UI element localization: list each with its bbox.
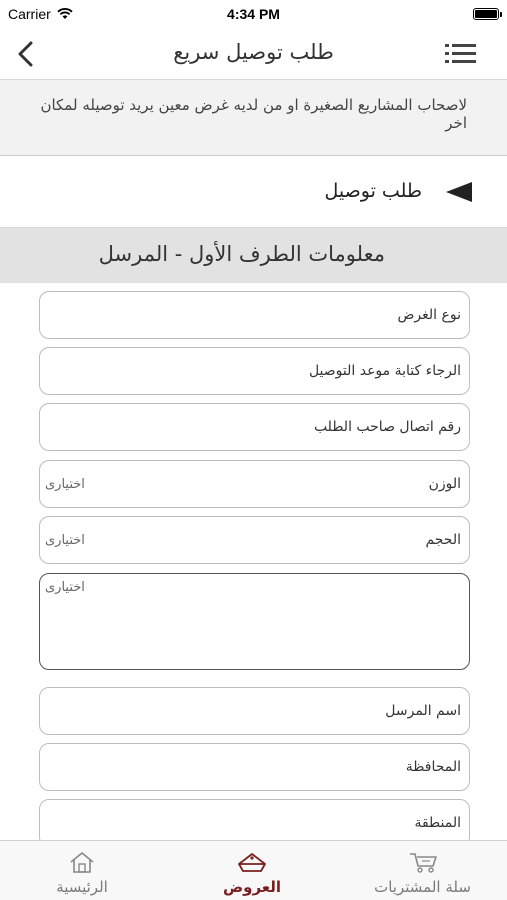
delivery-time-field[interactable] — [39, 347, 470, 395]
info-banner — [0, 80, 507, 156]
sender-name-field[interactable] — [39, 687, 470, 735]
section-header — [0, 228, 507, 283]
carrier-name: Carrier — [8, 6, 51, 22]
tab-cart[interactable] — [360, 841, 485, 900]
weight-field[interactable] — [39, 460, 470, 508]
page-title: طلب توصيل سريع — [173, 40, 334, 64]
battery-icon — [473, 8, 499, 20]
home-icon — [68, 850, 96, 874]
menu-button[interactable] — [443, 40, 479, 68]
cart-icon — [408, 850, 438, 874]
tab-home-label: الرئيسية — [56, 878, 108, 896]
governorate-placeholder: المحافظة — [405, 759, 461, 775]
item-type-field[interactable] — [39, 291, 470, 339]
triangle-left-icon — [444, 180, 474, 204]
notes-optional-hint: اختيارى — [45, 580, 85, 595]
info-text: لاصحاب المشاريع الصغيرة او من لديه غرض معين يريد توصيله لمكان اخر — [40, 96, 467, 132]
tab-home[interactable] — [37, 841, 127, 900]
tab-offers-label: العروض — [222, 878, 282, 896]
notes-textarea[interactable] — [39, 573, 470, 670]
volume-placeholder: الحجم — [425, 532, 461, 548]
delivery-request-row[interactable] — [0, 156, 507, 228]
chevron-left-icon — [16, 41, 34, 67]
volume-field[interactable] — [39, 516, 470, 564]
item-type-placeholder: نوع الغرض — [397, 307, 461, 323]
requester-phone-placeholder: رقم اتصال صاحب الطلب — [313, 419, 461, 435]
back-button[interactable] — [10, 38, 40, 70]
section-title: معلومات الطرف الأول - المرسل — [98, 242, 385, 266]
volume-optional-hint: اختيارى — [45, 533, 85, 548]
area-placeholder: المنطقة — [414, 815, 461, 831]
status-bar — [0, 0, 507, 28]
delivery-request-label: طلب توصيل — [324, 180, 422, 202]
weight-placeholder: الوزن — [428, 476, 461, 492]
tab-offers[interactable] — [207, 841, 297, 900]
nav-bar — [0, 28, 507, 80]
sender-name-placeholder: اسم المرسل — [385, 703, 461, 719]
status-time: 4:34 PM — [227, 6, 280, 22]
delivery-time-placeholder: الرجاء كتابة موعد التوصيل — [308, 363, 461, 379]
menu-icon — [443, 40, 479, 68]
tab-cart-label: سلة المشتريات — [374, 878, 471, 896]
requester-phone-field[interactable] — [39, 403, 470, 451]
weight-optional-hint: اختيارى — [45, 477, 85, 492]
governorate-field[interactable] — [39, 743, 470, 791]
tab-bar — [0, 840, 507, 900]
tag-icon — [235, 850, 269, 874]
